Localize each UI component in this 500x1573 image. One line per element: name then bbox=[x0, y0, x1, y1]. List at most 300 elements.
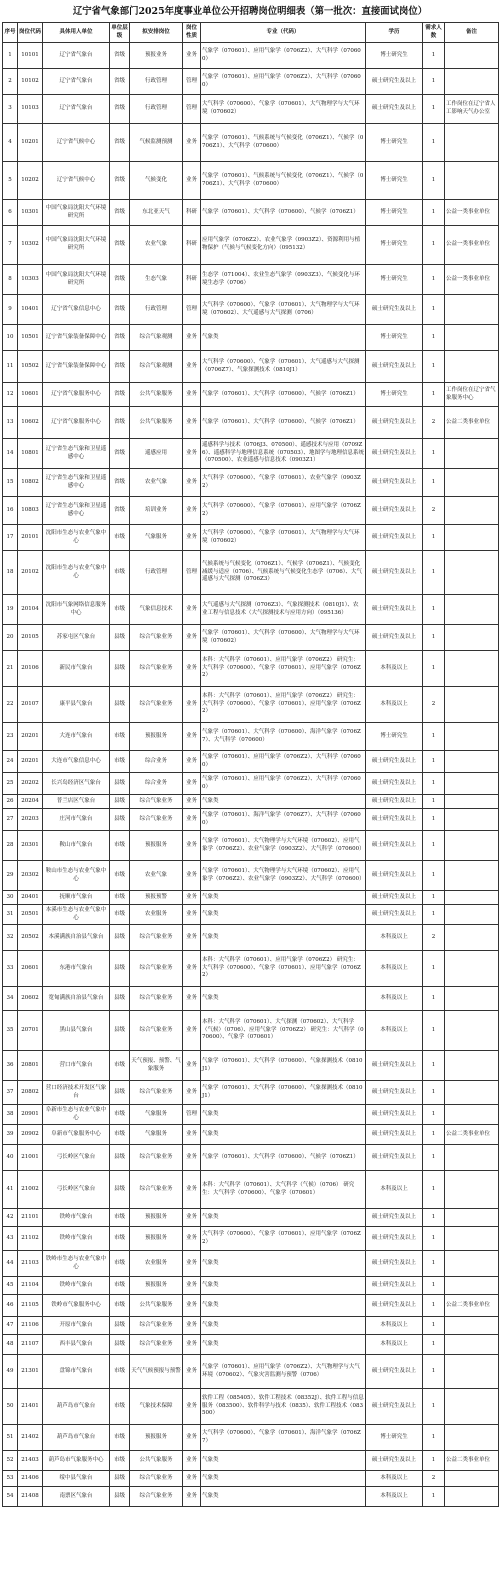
cell-level: 省级 bbox=[110, 162, 130, 200]
cell-nature: 业务 bbox=[183, 905, 201, 925]
table-row bbox=[3, 951, 499, 987]
cell-nature: 业务 bbox=[183, 1011, 201, 1051]
cell-major: 软件工程（085405）、软件工程技术（08352J）、软件工程与信息服务（083500）、软件科学与技术（0835）、软件工程技术（083500） bbox=[201, 1389, 366, 1425]
cell-code: 21301 bbox=[18, 1355, 43, 1389]
table-row bbox=[3, 69, 499, 95]
cell-remark: 公益一类事业单位 bbox=[445, 200, 499, 226]
cell-position: 综合气象业务 bbox=[130, 809, 183, 831]
cell-education: 硕士研究生及以上 bbox=[366, 439, 423, 469]
cell-level: 县级 bbox=[110, 625, 130, 651]
cell-major: 气象学（070601）、应用气象学（0706Z2）、大气科学（070600） bbox=[201, 43, 366, 69]
cell-index: 12 bbox=[3, 383, 18, 407]
cell-unit: 康平县气象台 bbox=[43, 687, 110, 723]
cell-level: 市级 bbox=[110, 891, 130, 905]
table-row bbox=[3, 1389, 499, 1425]
cell-major: 气象类 bbox=[201, 325, 366, 351]
cell-nature: 业务 bbox=[183, 987, 201, 1011]
cell-position: 气象技术保障 bbox=[130, 1389, 183, 1425]
cell-unit: 弓长岭区气象台 bbox=[43, 1171, 110, 1209]
table-row bbox=[3, 1125, 499, 1145]
cell-education: 博士研究生 bbox=[366, 1425, 423, 1451]
cell-count: 1 bbox=[423, 469, 445, 497]
cell-education: 博士研究生 bbox=[366, 226, 423, 265]
cell-education: 硕士研究生及以上 bbox=[366, 1355, 423, 1389]
cell-unit: 葫芦岛市气象台 bbox=[43, 1389, 110, 1425]
cell-count: 1 bbox=[423, 351, 445, 383]
cell-unit: 鞍山市气象台 bbox=[43, 831, 110, 861]
cell-nature: 管理 bbox=[183, 295, 201, 325]
cell-code: 20901 bbox=[18, 1105, 43, 1125]
cell-code: 10201 bbox=[18, 124, 43, 162]
cell-level: 市级 bbox=[110, 1105, 130, 1125]
cell-code: 20401 bbox=[18, 891, 43, 905]
cell-level: 省级 bbox=[110, 95, 130, 124]
cell-unit: 苏家屯区气象台 bbox=[43, 625, 110, 651]
cell-education: 硕士研究生及以上 bbox=[366, 795, 423, 809]
cell-level: 市级 bbox=[110, 1277, 130, 1295]
cell-count: 1 bbox=[423, 905, 445, 925]
table-row bbox=[3, 295, 499, 325]
cell-code: 20802 bbox=[18, 1081, 43, 1105]
cell-nature: 管理 bbox=[183, 1105, 201, 1125]
cell-education: 硕士研究生及以上 bbox=[366, 1145, 423, 1171]
cell-code: 21101 bbox=[18, 1209, 43, 1227]
cell-education: 硕士研究生及以上 bbox=[366, 1451, 423, 1471]
cell-remark bbox=[445, 295, 499, 325]
cell-unit: 本溪市生态与农业气象中心 bbox=[43, 905, 110, 925]
cell-index: 21 bbox=[3, 651, 18, 687]
cell-nature: 业务 bbox=[183, 861, 201, 891]
cell-index: 7 bbox=[3, 226, 18, 265]
cell-unit: 绥中县气象台 bbox=[43, 1471, 110, 1487]
cell-nature: 业务 bbox=[183, 1209, 201, 1227]
cell-code: 10802 bbox=[18, 469, 43, 497]
col-header-level: 单位层级 bbox=[110, 23, 130, 43]
cell-nature: 业务 bbox=[183, 687, 201, 723]
table-row bbox=[3, 905, 499, 925]
cell-level: 市级 bbox=[110, 723, 130, 751]
cell-position: 综合气象业务 bbox=[130, 1317, 183, 1335]
cell-index: 24 bbox=[3, 751, 18, 773]
cell-unit: 辽宁省气候中心 bbox=[43, 162, 110, 200]
cell-major: 气象学（070601）、大气科学（070600）、气象探测技术（0810J1） bbox=[201, 1081, 366, 1105]
col-header-count: 需求人数 bbox=[423, 23, 445, 43]
cell-level: 省级 bbox=[110, 351, 130, 383]
cell-level: 县级 bbox=[110, 987, 130, 1011]
cell-level: 市级 bbox=[110, 1355, 130, 1389]
cell-remark bbox=[445, 1011, 499, 1051]
cell-education: 硕士研究生及以上 bbox=[366, 1081, 423, 1105]
cell-count: 1 bbox=[423, 861, 445, 891]
cell-position: 预报服务 bbox=[130, 1277, 183, 1295]
cell-position: 预报服务 bbox=[130, 723, 183, 751]
cell-position: 公共气象服务 bbox=[130, 1295, 183, 1317]
table-row bbox=[3, 407, 499, 439]
cell-count: 1 bbox=[423, 383, 445, 407]
cell-education: 博士研究生 bbox=[366, 383, 423, 407]
cell-major: 气象类 bbox=[201, 1295, 366, 1317]
cell-nature: 业务 bbox=[183, 625, 201, 651]
cell-position: 农业服务 bbox=[130, 905, 183, 925]
cell-major: 本科：大气科学（070601）、应用气象学（0706Z2） 研究生：大气科学（070600）、气象学（070601）、应用气象学（0706Z2） bbox=[201, 687, 366, 723]
cell-position: 综合气象业务 bbox=[130, 651, 183, 687]
cell-remark bbox=[445, 925, 499, 951]
table-row bbox=[3, 891, 499, 905]
cell-education: 本科及以上 bbox=[366, 651, 423, 687]
cell-position: 行政管理 bbox=[130, 95, 183, 124]
cell-count: 2 bbox=[423, 497, 445, 525]
col-header-nature: 岗位性质 bbox=[183, 23, 201, 43]
cell-nature: 业务 bbox=[183, 1317, 201, 1335]
cell-remark bbox=[445, 751, 499, 773]
table-row bbox=[3, 925, 499, 951]
cell-position: 综合气象业务 bbox=[130, 925, 183, 951]
cell-nature: 业务 bbox=[183, 162, 201, 200]
table-row bbox=[3, 200, 499, 226]
cell-index: 23 bbox=[3, 723, 18, 751]
table-row bbox=[3, 795, 499, 809]
cell-code: 20902 bbox=[18, 1125, 43, 1145]
cell-unit: 新民市气象台 bbox=[43, 651, 110, 687]
cell-index: 54 bbox=[3, 1487, 18, 1507]
cell-unit: 葫芦岛市气象台 bbox=[43, 1425, 110, 1451]
cell-unit: 中国气象局沈阳大气环境研究所 bbox=[43, 200, 110, 226]
cell-index: 46 bbox=[3, 1295, 18, 1317]
cell-count: 1 bbox=[423, 162, 445, 200]
table-row bbox=[3, 1051, 499, 1081]
cell-position: 综合气象业务 bbox=[130, 795, 183, 809]
cell-index: 38 bbox=[3, 1105, 18, 1125]
cell-major: 气象类 bbox=[201, 987, 366, 1011]
cell-level: 市级 bbox=[110, 525, 130, 551]
cell-nature: 业务 bbox=[183, 1335, 201, 1355]
cell-education: 硕士研究生及以上 bbox=[366, 1295, 423, 1317]
cell-level: 市级 bbox=[110, 1125, 130, 1145]
cell-level: 县级 bbox=[110, 951, 130, 987]
cell-remark bbox=[445, 1227, 499, 1251]
cell-education: 硕士研究生及以上 bbox=[366, 295, 423, 325]
cell-position: 行政管理 bbox=[130, 551, 183, 595]
cell-index: 50 bbox=[3, 1389, 18, 1425]
cell-remark bbox=[445, 525, 499, 551]
cell-index: 40 bbox=[3, 1145, 18, 1171]
cell-education: 硕士研究生及以上 bbox=[366, 625, 423, 651]
cell-remark bbox=[445, 1487, 499, 1507]
cell-education: 本科及以上 bbox=[366, 1487, 423, 1507]
cell-count: 2 bbox=[423, 1471, 445, 1487]
table-row bbox=[3, 469, 499, 497]
cell-level: 省级 bbox=[110, 226, 130, 265]
cell-nature: 业务 bbox=[183, 751, 201, 773]
cell-level: 市级 bbox=[110, 551, 130, 595]
cell-remark bbox=[445, 905, 499, 925]
cell-major: 大气科学（070600）、气象学（070601）、大气物理学与大气环境（070602） bbox=[201, 95, 366, 124]
cell-major: 气象类 bbox=[201, 1451, 366, 1471]
cell-level: 市级 bbox=[110, 1425, 130, 1451]
cell-nature: 业务 bbox=[183, 1389, 201, 1425]
cell-education: 博士研究生 bbox=[366, 162, 423, 200]
cell-nature: 业务 bbox=[183, 325, 201, 351]
cell-major: 气象学（070601）、气候系统与气候变化（0706Z1）、气候学（0706Z1）、大气科学（070600） bbox=[201, 162, 366, 200]
cell-level: 市级 bbox=[110, 1051, 130, 1081]
cell-position: 公共气象服务 bbox=[130, 383, 183, 407]
cell-major: 气象学（070601）、大气科学（070600）、气候学（0706Z1） bbox=[201, 383, 366, 407]
cell-index: 8 bbox=[3, 265, 18, 295]
cell-major: 气象学（070601）、大气科学（070600）、大气物理学与大气环境（070602） bbox=[201, 625, 366, 651]
cell-education: 硕士研究生及以上 bbox=[366, 1209, 423, 1227]
job-table bbox=[2, 22, 499, 1507]
cell-position: 气象服务 bbox=[130, 1105, 183, 1125]
cell-position: 东北亚天气 bbox=[130, 200, 183, 226]
cell-remark bbox=[445, 497, 499, 525]
table-row bbox=[3, 987, 499, 1011]
cell-nature: 业务 bbox=[183, 1251, 201, 1277]
cell-index: 47 bbox=[3, 1317, 18, 1335]
cell-index: 34 bbox=[3, 987, 18, 1011]
cell-unit: 辽宁省气候中心 bbox=[43, 124, 110, 162]
cell-unit: 西丰县气象台 bbox=[43, 1335, 110, 1355]
cell-index: 33 bbox=[3, 951, 18, 987]
cell-position: 预报服务 bbox=[130, 1209, 183, 1227]
table-row bbox=[3, 809, 499, 831]
cell-position: 综合气象观测 bbox=[130, 325, 183, 351]
cell-position: 农业气象 bbox=[130, 226, 183, 265]
cell-major: 大气科学（070600）、气象学（070601）、农业气象学（0903Z2） bbox=[201, 469, 366, 497]
cell-nature: 业务 bbox=[183, 497, 201, 525]
cell-level: 省级 bbox=[110, 383, 130, 407]
cell-code: 10803 bbox=[18, 497, 43, 525]
cell-position: 气候监测预测 bbox=[130, 124, 183, 162]
col-header-unit: 具体用人单位 bbox=[43, 23, 110, 43]
cell-position: 农业气象 bbox=[130, 861, 183, 891]
cell-level: 省级 bbox=[110, 43, 130, 69]
cell-level: 省级 bbox=[110, 124, 130, 162]
cell-code: 21406 bbox=[18, 1471, 43, 1487]
cell-level: 县级 bbox=[110, 1317, 130, 1335]
cell-index: 25 bbox=[3, 773, 18, 795]
cell-remark bbox=[445, 1209, 499, 1227]
cell-level: 县级 bbox=[110, 1145, 130, 1171]
cell-position: 综合气象观测 bbox=[130, 351, 183, 383]
cell-count: 1 bbox=[423, 1227, 445, 1251]
cell-major: 大气科学（070600）、气象学（070601）、大气物理学与大气环境（070602）、大气遥感与大气探测（0706） bbox=[201, 295, 366, 325]
cell-count: 1 bbox=[423, 1081, 445, 1105]
cell-remark bbox=[445, 1145, 499, 1171]
table-row bbox=[3, 595, 499, 625]
cell-index: 37 bbox=[3, 1081, 18, 1105]
cell-code: 21401 bbox=[18, 1389, 43, 1425]
cell-nature: 业务 bbox=[183, 1277, 201, 1295]
table-row bbox=[3, 95, 499, 124]
cell-unit: 辽宁省气象信息中心 bbox=[43, 295, 110, 325]
cell-nature: 业务 bbox=[183, 525, 201, 551]
cell-nature: 业务 bbox=[183, 1355, 201, 1389]
col-header-position: 拟安排岗位 bbox=[130, 23, 183, 43]
cell-unit: 沈阳市气象网络信息服务中心 bbox=[43, 595, 110, 625]
cell-education: 硕士研究生及以上 bbox=[366, 497, 423, 525]
table-row bbox=[3, 773, 499, 795]
cell-position: 气候变化 bbox=[130, 162, 183, 200]
cell-code: 20502 bbox=[18, 925, 43, 951]
cell-count: 1 bbox=[423, 773, 445, 795]
cell-education: 硕士研究生及以上 bbox=[366, 809, 423, 831]
cell-count: 1 bbox=[423, 1145, 445, 1171]
cell-major: 气象学（070601）、应用气象学（0706Z2）、大气科学（070600） bbox=[201, 751, 366, 773]
cell-index: 30 bbox=[3, 891, 18, 905]
cell-nature: 业务 bbox=[183, 951, 201, 987]
cell-position: 行政管理 bbox=[130, 295, 183, 325]
cell-count: 1 bbox=[423, 891, 445, 905]
cell-nature: 业务 bbox=[183, 723, 201, 751]
cell-code: 10303 bbox=[18, 265, 43, 295]
cell-unit: 东港市气象台 bbox=[43, 951, 110, 987]
cell-code: 21104 bbox=[18, 1277, 43, 1295]
cell-remark: 公益二类事业单位 bbox=[445, 1125, 499, 1145]
cell-nature: 业务 bbox=[183, 43, 201, 69]
cell-count: 1 bbox=[423, 1051, 445, 1081]
table-row bbox=[3, 1209, 499, 1227]
cell-unit: 辽宁省气象台 bbox=[43, 43, 110, 69]
cell-level: 县级 bbox=[110, 1011, 130, 1051]
cell-count: 1 bbox=[423, 95, 445, 124]
cell-unit: 阜新市生态与农业气象中心 bbox=[43, 1105, 110, 1125]
cell-level: 省级 bbox=[110, 407, 130, 439]
cell-nature: 业务 bbox=[183, 831, 201, 861]
cell-education: 硕士研究生及以上 bbox=[366, 469, 423, 497]
cell-nature: 科研 bbox=[183, 200, 201, 226]
cell-code: 10501 bbox=[18, 325, 43, 351]
cell-code: 20203 bbox=[18, 809, 43, 831]
cell-position: 预报服务 bbox=[130, 1425, 183, 1451]
cell-education: 本科及以上 bbox=[366, 1335, 423, 1355]
page-title: 辽宁省气象部门2025年度事业单位公开招聘岗位明细表（第一批次：直接面试岗位） bbox=[72, 6, 428, 17]
cell-count: 1 bbox=[423, 987, 445, 1011]
cell-nature: 管理 bbox=[183, 95, 201, 124]
cell-remark: 公益二类事业单位 bbox=[445, 407, 499, 439]
cell-education: 硕士研究生及以上 bbox=[366, 905, 423, 925]
table-row bbox=[3, 162, 499, 200]
cell-level: 市级 bbox=[110, 1295, 130, 1317]
cell-level: 市级 bbox=[110, 1209, 130, 1227]
cell-major: 气象类 bbox=[201, 1471, 366, 1487]
table-row bbox=[3, 861, 499, 891]
cell-nature: 业务 bbox=[183, 773, 201, 795]
cell-unit: 辽宁省气象服务中心 bbox=[43, 383, 110, 407]
cell-education: 硕士研究生及以上 bbox=[366, 525, 423, 551]
cell-level: 省级 bbox=[110, 439, 130, 469]
cell-index: 1 bbox=[3, 43, 18, 69]
cell-unit: 沈阳市生态与农业气象中心 bbox=[43, 525, 110, 551]
cell-remark bbox=[445, 69, 499, 95]
table-row bbox=[3, 1451, 499, 1471]
cell-major: 气象类 bbox=[201, 1105, 366, 1125]
cell-count: 1 bbox=[423, 795, 445, 809]
cell-position: 行政管理 bbox=[130, 69, 183, 95]
cell-nature: 业务 bbox=[183, 1425, 201, 1451]
cell-position: 天气气候预报与预警 bbox=[130, 1355, 183, 1389]
cell-nature: 业务 bbox=[183, 1227, 201, 1251]
cell-remark bbox=[445, 1317, 499, 1335]
cell-index: 11 bbox=[3, 351, 18, 383]
table-body bbox=[3, 43, 499, 1507]
cell-count: 1 bbox=[423, 439, 445, 469]
cell-major: 气象类 bbox=[201, 1335, 366, 1355]
cell-code: 21403 bbox=[18, 1451, 43, 1471]
cell-unit: 铁岭市气象服务中心 bbox=[43, 1295, 110, 1317]
cell-count: 2 bbox=[423, 407, 445, 439]
cell-position: 综合气象业务 bbox=[130, 987, 183, 1011]
cell-unit: 葫芦岛市气象服务中心 bbox=[43, 1451, 110, 1471]
cell-position: 公共气象服务 bbox=[130, 1451, 183, 1471]
cell-unit: 阜新市气象服务中心 bbox=[43, 1125, 110, 1145]
table-row bbox=[3, 226, 499, 265]
cell-position: 天气预报、预警、气象服务 bbox=[130, 1051, 183, 1081]
cell-nature: 业务 bbox=[183, 651, 201, 687]
cell-index: 9 bbox=[3, 295, 18, 325]
cell-count: 2 bbox=[423, 925, 445, 951]
cell-education: 硕士研究生及以上 bbox=[366, 1105, 423, 1125]
cell-count: 1 bbox=[423, 1125, 445, 1145]
cell-position: 综合业务 bbox=[130, 773, 183, 795]
cell-unit: 鞍山市生态与农业气象中心 bbox=[43, 861, 110, 891]
cell-code: 20107 bbox=[18, 687, 43, 723]
cell-level: 县级 bbox=[110, 651, 130, 687]
cell-remark bbox=[445, 439, 499, 469]
cell-index: 14 bbox=[3, 439, 18, 469]
cell-education: 硕士研究生及以上 bbox=[366, 773, 423, 795]
cell-major: 气象类 bbox=[201, 1487, 366, 1507]
cell-code: 20301 bbox=[18, 831, 43, 861]
cell-major: 大气科学（070600）、气象学（070601）、大气遥感与大气探测（0706Z7）、气象探测技术（0810J1） bbox=[201, 351, 366, 383]
cell-major: 气象类 bbox=[201, 1277, 366, 1295]
cell-nature: 业务 bbox=[183, 351, 201, 383]
cell-nature: 业务 bbox=[183, 1051, 201, 1081]
cell-education: 博士研究生 bbox=[366, 200, 423, 226]
cell-level: 县级 bbox=[110, 809, 130, 831]
cell-unit: 黑山县气象台 bbox=[43, 1011, 110, 1051]
cell-remark bbox=[445, 687, 499, 723]
table-row bbox=[3, 1425, 499, 1451]
table-row bbox=[3, 439, 499, 469]
cell-position: 综合气象业务 bbox=[130, 1487, 183, 1507]
cell-count: 1 bbox=[423, 625, 445, 651]
cell-nature: 业务 bbox=[183, 439, 201, 469]
table-row bbox=[3, 1355, 499, 1389]
cell-code: 20204 bbox=[18, 795, 43, 809]
cell-major: 气象类 bbox=[201, 1317, 366, 1335]
cell-nature: 业务 bbox=[183, 1125, 201, 1145]
cell-remark: 工作岗位在辽宁省人工影响天气办公室 bbox=[445, 95, 499, 124]
col-header-remark: 备注 bbox=[445, 23, 499, 43]
cell-count: 1 bbox=[423, 1011, 445, 1051]
cell-unit: 庄河市气象台 bbox=[43, 809, 110, 831]
cell-index: 29 bbox=[3, 861, 18, 891]
cell-count: 1 bbox=[423, 1487, 445, 1507]
cell-unit: 南票区气象台 bbox=[43, 1487, 110, 1507]
cell-nature: 业务 bbox=[183, 891, 201, 905]
cell-code: 21001 bbox=[18, 1145, 43, 1171]
cell-remark: 工作岗位在辽宁省气象服务中心 bbox=[445, 383, 499, 407]
cell-index: 5 bbox=[3, 162, 18, 200]
cell-major: 气象学（070601）、大气物理学与大气环境（070602）、应用气象学（0706Z2）、农业气象学（0903Z2）、大气科学（070600） bbox=[201, 831, 366, 861]
table-row bbox=[3, 383, 499, 407]
table-row bbox=[3, 831, 499, 861]
cell-unit: 中国气象局沈阳大气环境研究所 bbox=[43, 265, 110, 295]
cell-remark bbox=[445, 861, 499, 891]
cell-index: 45 bbox=[3, 1277, 18, 1295]
cell-nature: 业务 bbox=[183, 124, 201, 162]
cell-position: 综合气象业务 bbox=[130, 1471, 183, 1487]
